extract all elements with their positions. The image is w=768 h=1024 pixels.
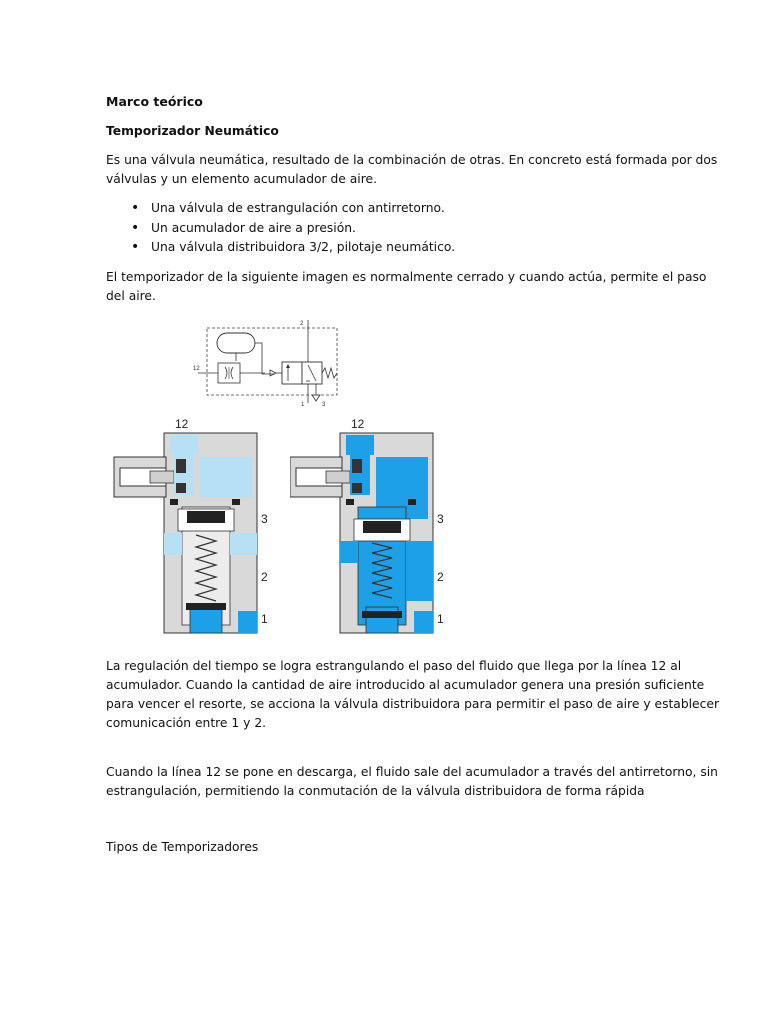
- piston: [187, 511, 225, 523]
- symbol-label-12: 12: [193, 366, 200, 372]
- accumulator-symbol: [217, 333, 255, 353]
- cross-section-filling: [112, 415, 287, 635]
- cross-section-label-3: 3: [261, 512, 268, 526]
- symbol-label-1: 1: [301, 402, 305, 408]
- para2-line-2: estrangulación, permitiendo la conmutación de la válvula distribuidora de forma rápida: [106, 784, 645, 798]
- piston: [363, 521, 401, 533]
- para1-line-3: para vencer el resorte, se acciona la válvula distribuidora para permitir el paso de aire y establecer: [106, 697, 720, 711]
- subheading: Temporizador Neumático: [106, 124, 279, 138]
- inlet-port: [414, 611, 433, 633]
- cross-section-label-12: 12: [351, 417, 365, 431]
- air-chamber: [346, 435, 374, 455]
- list-item: • Un acumulador de aire a presión.: [131, 219, 455, 239]
- para1-line-2: acumulador. Cuando la cantidad de aire introducido al acumulador genera una presión suficiente: [106, 678, 705, 692]
- spring-symbol: [322, 368, 337, 378]
- cross-section-label-2: 2: [261, 570, 268, 584]
- para1-line-1: La regulación del tiempo se logra estrangulando el paso del fluido que llega por la línea 12 al: [106, 659, 682, 673]
- para1-line-4: comunicación entre 1 y 2.: [106, 716, 267, 730]
- cross-section-label-1: 1: [261, 612, 268, 626]
- list-item: • Una válvula distribuidora 3/2, pilotaje neumático.: [131, 238, 455, 258]
- component-list: [131, 199, 455, 258]
- valve-3-2-left-square: [282, 362, 302, 384]
- pneumatic-symbol-diagram: [190, 315, 350, 410]
- symbol-label-3: 3: [322, 402, 326, 408]
- cross-section-label-1: 1: [437, 612, 444, 626]
- cross-section-label-3: 3: [437, 512, 444, 526]
- symbol-label-2: 2: [300, 321, 304, 327]
- page-heading: Marco teórico: [106, 94, 203, 109]
- air-chamber: [170, 435, 198, 455]
- lead-line-2: del aire.: [106, 289, 156, 303]
- cross-section-label-2: 2: [437, 570, 444, 584]
- section-title: Tipos de Temporizadores: [106, 840, 259, 854]
- inlet-port: [238, 611, 257, 633]
- cross-section-actuated: [290, 415, 465, 635]
- list-item: • Una válvula de estrangulación con antirretorno.: [131, 199, 455, 219]
- intro-line-1: Es una válvula neumática, resultado de la combinación de otras. En concreto está formada por dos: [106, 153, 718, 167]
- intro-line-2: válvulas y un elemento acumulador de aire.: [106, 172, 377, 186]
- exhaust-icon: [312, 395, 320, 401]
- accumulator-chamber: [200, 457, 252, 497]
- para2-line-1: Cuando la línea 12 se pone en descarga, el fluido sale del acumulador a través del antirretorno, sin: [106, 765, 718, 779]
- lead-line-1: El temporizador de la siguiente imagen es normalmente cerrado y cuando actúa, permite el paso: [106, 270, 707, 284]
- cross-section-label-12: 12: [175, 417, 189, 431]
